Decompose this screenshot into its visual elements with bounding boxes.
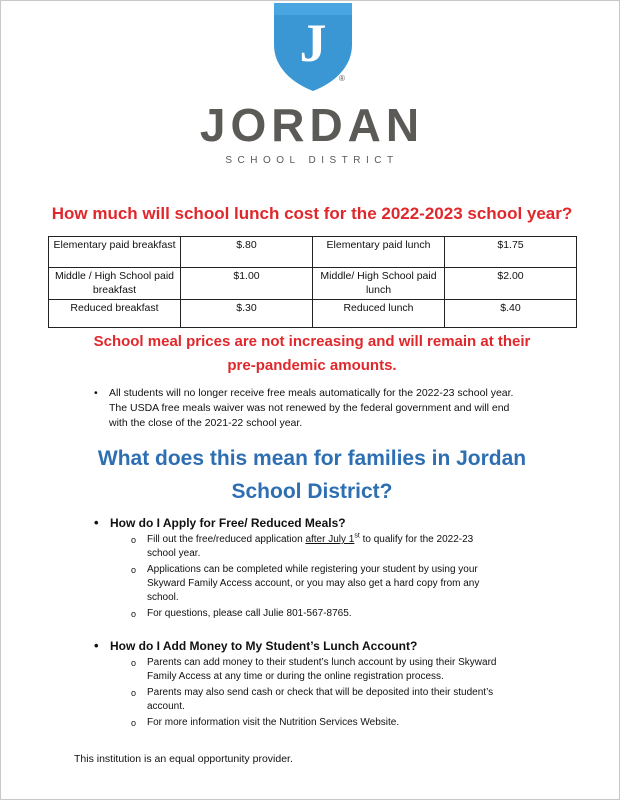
notice-line: School meal prices are not increasing and will remain at their: [93, 333, 531, 350]
item-text: school year.: [147, 548, 201, 559]
list-item: [131, 533, 564, 561]
item-text: account.: [147, 701, 185, 712]
logo-subtitle: SCHOOL DISTRICT: [225, 155, 399, 166]
item-text: Fill out the free/reduced application: [147, 534, 306, 545]
table-row: [49, 268, 577, 300]
circle-bullet-icon: o: [131, 718, 137, 728]
ordinal-suffix: st: [354, 532, 360, 540]
circle-bullet-icon: o: [131, 609, 137, 619]
bullet-icon: •: [94, 515, 99, 530]
item-text: Parents can add money to their student’s lunch account by using their Skyward: [147, 657, 497, 668]
circle-bullet-icon: o: [131, 565, 137, 575]
price-notice: [1, 330, 622, 378]
registered-mark: ®: [339, 74, 345, 83]
item-text: school.: [147, 592, 179, 603]
list-item: [131, 716, 564, 730]
table-cell: Elementary paid lunch: [313, 237, 445, 268]
page-headline: How much will school lunch cost for the 2022-2023 school year?: [51, 204, 573, 223]
circle-bullet-icon: o: [131, 658, 137, 668]
bullet-text: The USDA free meals waiver was not renewed by the federal government and will end: [109, 402, 510, 414]
bullet-text: All students will no longer receive free meals automatically for the 2022-23 school year.: [109, 387, 514, 399]
item-text: Skyward Family Access account, or you may also get a hard copy from any: [147, 578, 480, 589]
table-cell: Reduced breakfast: [49, 300, 181, 328]
list-item: [131, 607, 564, 621]
heading-line: What does this mean for families in Jordan: [97, 447, 527, 470]
item-text: For more information visit the Nutrition Services Website.: [147, 717, 400, 728]
underlined-date: after July 1: [305, 534, 355, 545]
question-text: How do I Apply for Free/ Reduced Meals?: [110, 516, 346, 530]
table-cell: $1.00: [181, 268, 313, 300]
table-row: [49, 237, 577, 268]
table-cell: $2.00: [445, 268, 577, 300]
notice-line: pre-pandemic amounts.: [227, 357, 397, 374]
heading-line: School District?: [231, 480, 393, 503]
list-item: [94, 386, 564, 431]
logo-letter: J: [299, 13, 327, 73]
item-text: to qualify for the 2022-23: [359, 534, 474, 545]
circle-bullet-icon: o: [131, 688, 137, 698]
list-item: [131, 656, 564, 684]
table-cell: $.80: [181, 237, 313, 268]
item-text: Family Access at any time or during the online registration process.: [147, 671, 444, 682]
table-row: [49, 300, 577, 328]
logo-wordmark: JORDAN: [199, 99, 425, 151]
price-table: [48, 236, 577, 328]
list-item: [131, 686, 564, 714]
item-text: Parents may also send cash or check that will be deposited into their student’s: [147, 687, 494, 698]
item-text: For questions, please call Julie 801-567-8765.: [147, 608, 352, 619]
question-text: How do I Add Money to My Student’s Lunch Account?: [110, 639, 418, 653]
intro-bullet: [94, 386, 564, 431]
table-cell: $.30: [181, 300, 313, 328]
money-section: [94, 638, 564, 730]
list-item: [131, 563, 564, 605]
table-cell: $1.75: [445, 237, 577, 268]
table-cell: Middle/ High School paid lunch: [313, 268, 445, 300]
table-cell: Reduced lunch: [313, 300, 445, 328]
item-text: Applications can be completed while registering your student by using your: [147, 564, 478, 575]
question-heading: [94, 638, 564, 654]
apply-section: [94, 515, 564, 621]
question-heading: [94, 515, 564, 531]
table-cell: $.40: [445, 300, 577, 328]
table-cell: Elementary paid breakfast: [49, 237, 181, 268]
footer-statement: This institution is an equal opportunity provider.: [74, 753, 293, 765]
table-cell: Middle / High School paid breakfast: [49, 268, 181, 300]
bullet-icon: •: [94, 638, 99, 653]
circle-bullet-icon: o: [131, 535, 137, 545]
bullet-icon: •: [94, 387, 98, 399]
section-heading: [1, 442, 622, 508]
bullet-text: with the close of the 2021-22 school year.: [109, 417, 303, 429]
